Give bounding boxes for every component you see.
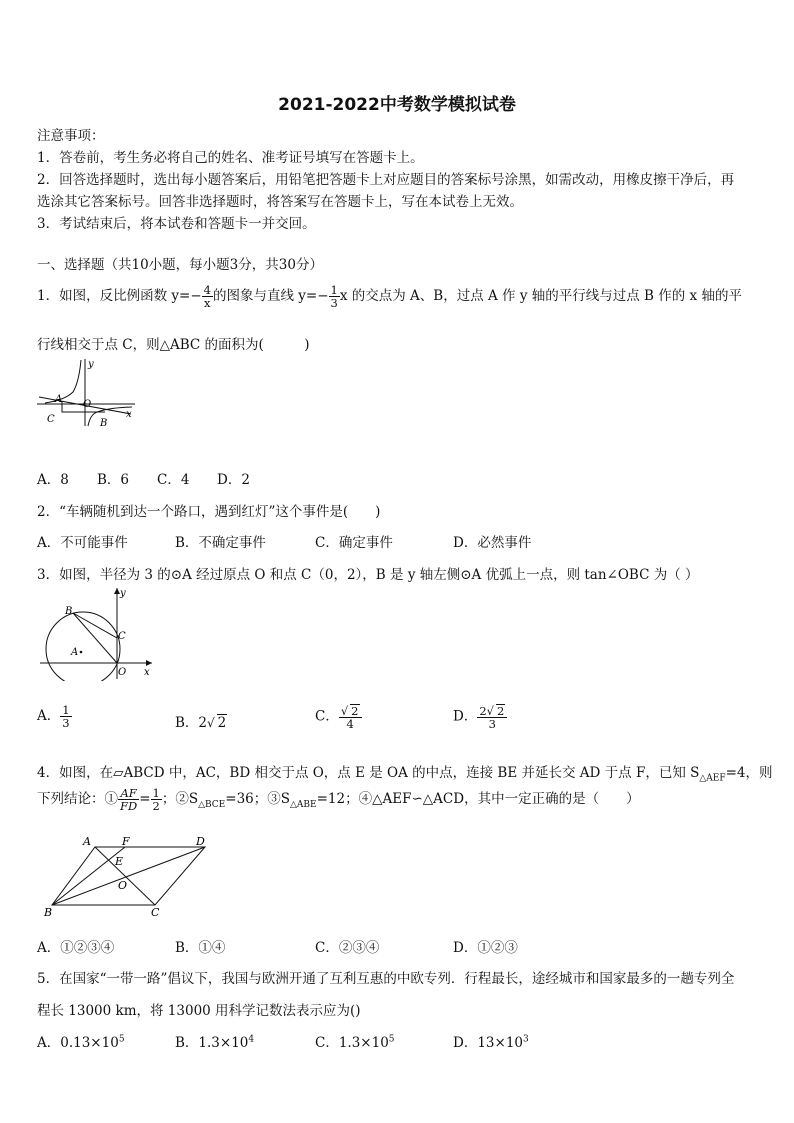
q4-half-den: 2 xyxy=(152,799,160,814)
q4-fig-label-f: F xyxy=(122,835,130,848)
notice-heading: 注意事项： xyxy=(37,128,105,144)
q1-option-b[interactable]: B．6 xyxy=(97,472,130,488)
q5-option-a[interactable] xyxy=(37,1031,175,1051)
q1-post: x 的交点为 A、B，过点 A 作 y 轴的平行线与过点 B 作的 x 轴的平 xyxy=(339,288,742,305)
q4-figure xyxy=(38,830,213,920)
q2-text: 2．“车辆随机到达一个路口，遇到红灯”这个事件是( ) xyxy=(37,504,381,520)
q3-option-d-den: 3 xyxy=(488,717,496,732)
q1-fig-label-a: A xyxy=(55,394,63,405)
q1-frac1-num: 4 xyxy=(203,283,211,297)
notice-item-1: 1．答卷前，考生务必将自己的姓名、准考证号填写在答题卡上。 xyxy=(37,150,424,166)
q3-fig-label-a: A xyxy=(71,647,79,658)
q3-option-b-rad: 2 xyxy=(217,715,227,731)
q4-text-line2 xyxy=(37,787,640,812)
q1-mid: 的图象与直线 y=− xyxy=(212,288,329,305)
q5-option-a-base: A．0.13×10 xyxy=(37,1035,119,1051)
q3-fig-label-c: C xyxy=(118,631,126,642)
q4-text-line1 xyxy=(37,761,773,784)
q4-line2-pre: 下列结论：① xyxy=(37,791,118,808)
q5-option-d-base: D．13×10 xyxy=(453,1035,523,1051)
q3-option-d-label: D． xyxy=(453,708,478,725)
notice-item-3: 3．考试结束后，将本试卷和答题卡一并交回。 xyxy=(37,216,316,232)
q3-option-a-frac xyxy=(60,704,71,729)
q3-fig-label-o: O xyxy=(118,667,127,678)
q1-fig-label-b: B xyxy=(100,418,108,428)
q2-option-c[interactable]: C．确定事件 xyxy=(315,535,393,551)
q5-option-a-exp: 5 xyxy=(118,1034,125,1045)
q4-option-d[interactable]: D．①②③ xyxy=(453,940,518,956)
q3-options xyxy=(37,704,507,731)
q2-option-d[interactable]: D．必然事件 xyxy=(453,535,532,551)
q3-option-d-num-rad: 2 xyxy=(496,704,505,718)
q4-line1: 4．如图，在▱ABCD 中，AC，BD 相交于点 O，点 E 是 OA 的中点，连接 BE 并延长交 AD 于点 F，已知 S xyxy=(37,765,700,781)
q5-text-line2: 程长 13000 km，将 13000 用科学记数法表示应为() xyxy=(37,1003,361,1019)
q5-option-b-exp: 4 xyxy=(248,1034,255,1045)
q1-figure xyxy=(35,356,140,428)
q1-fig-label-x: x xyxy=(126,409,132,420)
q5-option-c-exp: 5 xyxy=(388,1034,395,1045)
q4-fig-label-o: O xyxy=(118,879,128,892)
q4-fig-label-d: D xyxy=(196,835,205,848)
q4-option-a[interactable]: A．①②③④ xyxy=(37,940,115,956)
q2-option-a[interactable]: A．不可能事件 xyxy=(37,535,128,551)
q4-line1-sub: △AEF xyxy=(699,773,726,784)
q1-frac1-den: x xyxy=(204,296,211,311)
q3-option-c-num: 2 xyxy=(351,704,359,718)
q4-c3-end: =12；④△AEF∽△ACD，其中一定正确的是（ ） xyxy=(316,791,640,808)
q5-text-line1: 5．在国家“一带一路”倡议下，我国与欧洲开通了互利互惠的中欧专列．行程最长，途经城市和国家最多的一趟专列全 xyxy=(37,971,735,987)
q4-frac-eq: = xyxy=(139,791,151,808)
q2-options xyxy=(37,531,531,551)
q3-option-c-num-wrap: √ 2 xyxy=(339,704,362,718)
section-heading: 一、选择题（共10小题，每小题3分，共30分） xyxy=(37,257,323,273)
q2-option-b[interactable]: B．不确定事件 xyxy=(175,535,266,551)
q1-frac2-num: 1 xyxy=(330,283,338,297)
q1-frac2-den: 3 xyxy=(330,296,338,311)
q1-pre: 1．如图，反比例函数 y=− xyxy=(37,288,202,305)
q5-option-b[interactable] xyxy=(175,1031,315,1051)
q5-option-c[interactable] xyxy=(315,1031,453,1051)
q3-option-d-num-pre: 2 xyxy=(479,704,487,718)
q4-half xyxy=(151,787,162,812)
q3-option-d-num-wrap: 2√ 2 xyxy=(477,704,507,718)
q4-options xyxy=(37,936,518,956)
q5-option-c-base: C．1.3×10 xyxy=(315,1035,389,1051)
q1-frac2 xyxy=(329,284,340,309)
q4-fig-label-c: C xyxy=(151,906,160,919)
q3-option-c-label: C． xyxy=(315,708,339,725)
q4-c3-sub: △ABE xyxy=(290,799,317,810)
q3-option-a[interactable] xyxy=(37,704,175,731)
page-title: 2021-2022中考数学模拟试卷 xyxy=(278,95,516,115)
q1-fig-label-y: y xyxy=(88,359,94,370)
q3-text: 3．如图，半径为 3 的⊙A 经过原点 O 和点 C（0，2），B 是 y 轴左侧⊙A 优弧上一点，则 tan∠OBC 为（ ） xyxy=(37,567,699,583)
q1-text-line2: 行线相交于点 C，则△ABC 的面积为( ) xyxy=(37,337,310,353)
q1-option-d[interactable]: D．2 xyxy=(217,472,250,488)
q3-option-d-frac xyxy=(477,704,507,730)
q4-half-num: 1 xyxy=(152,786,160,800)
q4-frac xyxy=(118,787,139,812)
notice-item-2-cont: 选涂其它答案标号。回答非选择题时，将答案写在答题卡上，写在本试卷上无效。 xyxy=(37,194,523,210)
q3-fig-label-b: B xyxy=(65,606,73,617)
q3-option-a-label: A． xyxy=(37,708,61,725)
q4-frac-num: AF xyxy=(118,787,139,800)
q4-fig-label-e: E xyxy=(115,855,124,868)
q4-option-b[interactable]: B．①④ xyxy=(175,940,226,956)
q4-line1-end: =4，则 xyxy=(725,765,773,781)
q1-options xyxy=(37,468,250,488)
q4-fig-label-b: B xyxy=(44,906,53,919)
q3-option-d[interactable] xyxy=(453,704,507,731)
q5-option-d-exp: 3 xyxy=(523,1034,529,1045)
q5-options xyxy=(37,1031,529,1051)
q3-fig-label-x: x xyxy=(144,667,150,678)
q1-fig-label-o: O xyxy=(83,399,92,410)
q4-c2: ；②S xyxy=(161,791,199,808)
q3-figure xyxy=(38,585,156,681)
q4-fig-label-a: A xyxy=(83,835,91,848)
q3-option-b-label: B．2 xyxy=(175,715,208,731)
q1-frac1 xyxy=(202,284,213,309)
notice-item-2: 2．回答选择题时，选出每小题答案后，用铅笔把答题卡上对应题目的答案标号涂黑，如需改动，用橡皮擦干净后，再 xyxy=(37,172,735,188)
q3-option-a-num: 1 xyxy=(62,703,70,717)
q1-option-c[interactable]: C．4 xyxy=(157,472,190,488)
q5-option-d[interactable] xyxy=(453,1031,529,1051)
q3-option-c-den: 4 xyxy=(346,717,354,732)
q1-fig-label-c: C xyxy=(47,414,55,425)
q1-option-a[interactable]: A．8 xyxy=(37,472,69,488)
q1-text xyxy=(37,284,742,309)
q5-option-b-base: B．1.3×10 xyxy=(175,1035,249,1051)
q4-c2-sub: △BCE xyxy=(198,799,226,810)
q3-option-c[interactable] xyxy=(315,704,453,731)
q3-option-a-den: 3 xyxy=(62,716,70,731)
q3-option-c-frac xyxy=(339,704,362,730)
q4-option-c[interactable]: C．②③④ xyxy=(315,940,380,956)
q4-c2-end: =36；③S xyxy=(225,791,291,808)
q3-fig-label-y: y xyxy=(120,588,126,599)
q3-option-b[interactable]: B．2√ 2 xyxy=(175,715,227,731)
q4-frac-den: FD xyxy=(120,799,138,814)
